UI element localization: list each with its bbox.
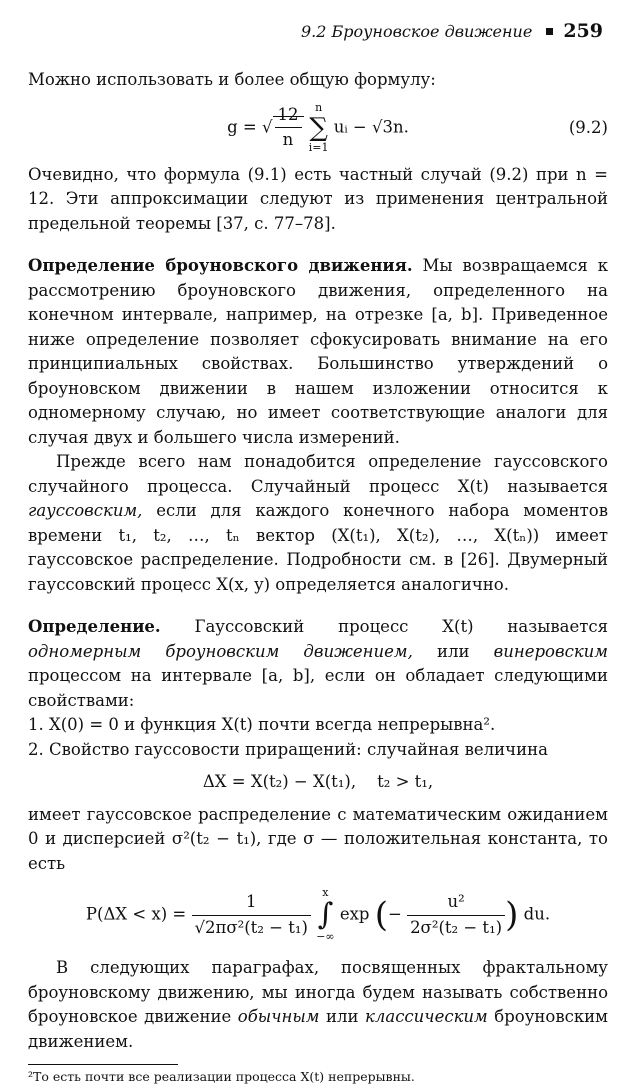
left-paren: ( bbox=[374, 894, 388, 935]
integral-icon: ∫ bbox=[317, 897, 334, 932]
item-text: 1. X(0) = 0 и функция X(t) почти всегда непрерывна² bbox=[28, 715, 491, 734]
integral bbox=[316, 886, 334, 944]
paragraph-closing bbox=[28, 956, 608, 1054]
sqrt-sign: √ bbox=[261, 117, 273, 136]
intro-sentence: Можно использовать и более общую формулу: bbox=[28, 70, 436, 89]
emphasis: обычным bbox=[237, 1007, 320, 1026]
running-header bbox=[301, 20, 603, 43]
radicand bbox=[273, 104, 304, 149]
eq92-term: uᵢ − √3n. bbox=[333, 117, 409, 136]
text-span: В следующих параграфах, посвященных фрактальному броуновскому движению, мы иногда будем называть собственно броуновское движение bbox=[28, 958, 608, 1026]
square-bullet-icon bbox=[546, 28, 553, 35]
frac-numerator: 12 bbox=[275, 103, 302, 129]
frac-numerator: 1 bbox=[192, 890, 311, 916]
exponent-fraction bbox=[407, 890, 505, 940]
text-span: Гауссовский процесс X(t) называется bbox=[194, 617, 608, 636]
item-end: . bbox=[490, 715, 496, 734]
equation-increment: ΔX = X(t₂) − X(t₁), t₂ > t₁, bbox=[202, 772, 434, 791]
emphasis: винеровским bbox=[493, 641, 608, 661]
equation-number: (9.2) bbox=[568, 117, 608, 137]
sum-upper-limit: n bbox=[315, 100, 323, 114]
paragraph-approximation: Очевидно, что формула (9.1) есть частный случай (9.2) при n = 12. Эти аппроксимации следуют из применения центральной предельной теоремы [37, с. 77–78]. bbox=[28, 164, 608, 233]
paragraph-definition bbox=[28, 615, 608, 713]
int-upper-limit: x bbox=[322, 886, 329, 899]
right-paren: ) bbox=[505, 894, 519, 935]
text-span: или bbox=[436, 641, 470, 661]
footnote: ²То есть почти все реализации процесса X(t) непрерывны. bbox=[28, 1069, 415, 1084]
frac-denominator: 2σ²(t₂ − t₁) bbox=[410, 917, 503, 937]
sigma-icon: ∑ bbox=[309, 112, 328, 143]
text-span: или bbox=[326, 1007, 359, 1026]
page-body bbox=[28, 68, 608, 1085]
paragraph-brownian-definition bbox=[28, 254, 608, 450]
int-lower-limit: −∞ bbox=[316, 930, 335, 943]
prob-lhs: P(ΔX < x) = bbox=[85, 904, 187, 924]
text-span: если для каждого конечного набора моментов времени t₁, t₂, …, tₙ вектор (X(t₁), X(t₂), …, X(tₙ)) имеет гауссовское распределение. Подробности см. в [26]. Двумерный гауссовский процесс X(x, y) определяется аналогично. bbox=[28, 501, 608, 594]
emphasis: классическим bbox=[365, 1007, 488, 1026]
sum-lower-limit: i=1 bbox=[308, 140, 329, 154]
exp-label: exp bbox=[339, 904, 370, 924]
page-number: 259 bbox=[563, 20, 603, 42]
footnote-rule bbox=[28, 1064, 178, 1065]
text-span: процессом на интервале [a, b], если он обладает следующими свойствами: bbox=[28, 666, 608, 710]
section-title: 9.2 Броуновское движение bbox=[300, 22, 533, 41]
frac-numerator: u² bbox=[407, 890, 505, 916]
eq92-lhs: g = bbox=[227, 117, 257, 136]
emphasis: гауссовским, bbox=[28, 501, 143, 520]
text-span: Прежде всего нам понадобится определение гауссовского случайного процесса. Случайный процесс X(t) называется bbox=[28, 452, 608, 496]
paragraph-distribution: имеет гауссовское распределение с математическим ожиданием 0 и дисперсией σ²(t₂ − t₁), где σ — положительная константа, то есть bbox=[28, 804, 608, 873]
property-item-1 bbox=[28, 713, 608, 738]
paragraph-text: Мы возвращаемся к рассмотрению броуновского движения, определенного на конечном интервале, например, на отрезке [a, b]. Приведенное ниже определение позволяет сфокусировать внимание на его принципиальных свойствах. Большинство утверждений о броуновском движении в нашем изложении относится к одномерному случаю, но имеет соответствующие аналоги для случая двух и большего числа измерений. bbox=[28, 256, 609, 447]
text-span: броуновским движением. bbox=[28, 1007, 609, 1051]
equation-probability bbox=[28, 886, 608, 944]
property-item-2: 2. Свойство гауссовости приращений: случайная величина bbox=[28, 739, 548, 759]
prob-fraction bbox=[192, 890, 311, 940]
minus-sign: − bbox=[387, 904, 402, 924]
paragraph-gaussian bbox=[28, 450, 608, 597]
frac-denominator: n bbox=[282, 130, 294, 149]
differential: du. bbox=[523, 904, 551, 924]
emphasis: одномерным броуновским движением, bbox=[28, 641, 413, 661]
summation bbox=[309, 101, 329, 155]
runin-heading: Определение. bbox=[28, 617, 161, 636]
fraction-12-over-n bbox=[275, 103, 302, 153]
runin-heading: Определение броуновского движения. bbox=[28, 256, 413, 275]
equation-9-2 bbox=[28, 101, 608, 155]
frac-denominator: √2πσ²(t₂ − t₁) bbox=[194, 917, 308, 937]
